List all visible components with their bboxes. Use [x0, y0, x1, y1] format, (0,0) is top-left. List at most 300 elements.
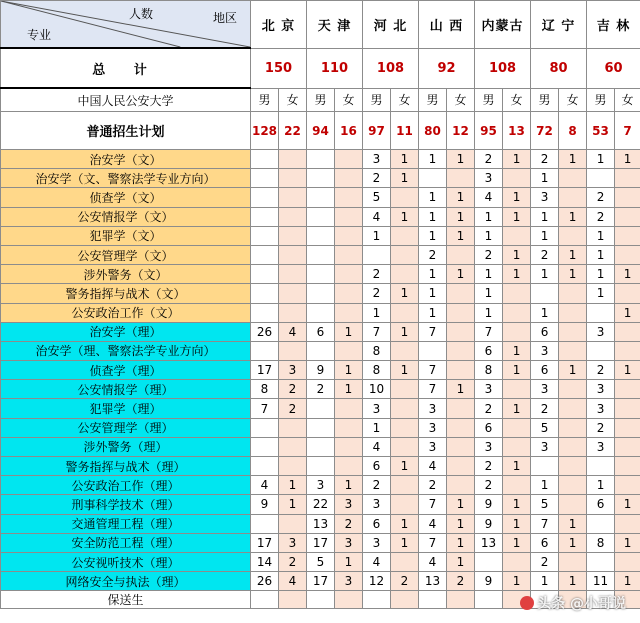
major-row: [1, 169, 640, 188]
quota-cell: 26: [251, 322, 279, 341]
quota-cell: [279, 265, 307, 284]
quota-cell: 1: [615, 265, 640, 284]
quota-cell: [307, 399, 335, 418]
quota-cell: 1: [531, 265, 559, 284]
major-row: [1, 361, 640, 380]
quota-cell: 1: [447, 226, 475, 245]
quota-cell: 9: [475, 572, 503, 591]
quota-cell: 6: [531, 533, 559, 552]
quota-cell: 7: [251, 399, 279, 418]
quota-cell: [279, 457, 307, 476]
quota-cell: [587, 303, 615, 322]
quota-cell: [335, 188, 363, 207]
quota-cell: 3: [363, 495, 391, 514]
quota-cell: [559, 380, 587, 399]
plan-value: 128: [251, 112, 279, 150]
quota-cell: 1: [503, 457, 531, 476]
quota-cell: [559, 437, 587, 456]
major-row: [1, 188, 640, 207]
quota-cell: [559, 322, 587, 341]
quota-cell: [251, 284, 279, 303]
gender-cell: 男: [475, 88, 503, 112]
quota-cell: 2: [587, 207, 615, 226]
quota-cell: 3: [475, 380, 503, 399]
quota-cell: 8: [363, 361, 391, 380]
quota-cell: [251, 245, 279, 264]
quota-cell: 3: [475, 169, 503, 188]
quota-cell: 1: [587, 245, 615, 264]
quota-cell: [335, 457, 363, 476]
plan-value: 11: [391, 112, 419, 150]
quota-cell: 9: [251, 495, 279, 514]
quota-cell: 3: [531, 380, 559, 399]
major-row: [1, 245, 640, 264]
quota-cell: 1: [391, 284, 419, 303]
quota-cell: [587, 341, 615, 360]
quota-cell: [503, 476, 531, 495]
quota-cell: [279, 207, 307, 226]
quota-cell: 2: [363, 265, 391, 284]
quota-cell: [335, 399, 363, 418]
quota-cell: 7: [419, 533, 447, 552]
quota-cell: 3: [419, 399, 447, 418]
quota-cell: [307, 150, 335, 169]
quota-cell: 2: [391, 572, 419, 591]
gender-cell: 男: [419, 88, 447, 112]
quota-cell: 2: [475, 245, 503, 264]
major-name: 治安学（理、警察法学专业方向）: [1, 341, 251, 360]
major-name: 公安情报学（文）: [1, 207, 251, 226]
quota-cell: 4: [419, 514, 447, 533]
quota-cell: 6: [531, 322, 559, 341]
major-row: [1, 284, 640, 303]
plan-value: 13: [503, 112, 531, 150]
quota-cell: [559, 399, 587, 418]
quota-cell: [447, 303, 475, 322]
quota-cell: [335, 303, 363, 322]
major-name: 涉外警务（理）: [1, 437, 251, 456]
quota-cell: 1: [363, 303, 391, 322]
quota-cell: [615, 169, 640, 188]
quota-cell: [307, 245, 335, 264]
major-name: 公安管理学（文）: [1, 245, 251, 264]
quota-cell: [615, 457, 640, 476]
total-value: 150: [251, 48, 307, 88]
quota-cell: 1: [587, 265, 615, 284]
quota-cell: 2: [531, 150, 559, 169]
quota-cell: 2: [279, 380, 307, 399]
quota-cell: [251, 418, 279, 437]
quota-cell: [335, 150, 363, 169]
quota-cell: 1: [447, 380, 475, 399]
quota-cell: [279, 418, 307, 437]
total-value: 92: [419, 48, 475, 88]
quota-cell: [503, 226, 531, 245]
plan-value: 22: [279, 112, 307, 150]
major-name: 犯罪学（理）: [1, 399, 251, 418]
quota-cell: [503, 322, 531, 341]
quota-cell: 2: [363, 284, 391, 303]
quota-cell: [307, 457, 335, 476]
quota-cell: [307, 169, 335, 188]
quota-cell: [335, 265, 363, 284]
quota-cell: [503, 284, 531, 303]
quota-cell: 7: [419, 322, 447, 341]
quota-cell: 1: [363, 418, 391, 437]
quota-cell: 1: [391, 322, 419, 341]
plan-value: 95: [475, 112, 503, 150]
quota-cell: [615, 322, 640, 341]
quota-cell: 5: [531, 495, 559, 514]
quota-cell: [531, 457, 559, 476]
quota-cell: [447, 591, 475, 609]
count-axis-label: 人数: [129, 7, 154, 21]
quota-cell: 1: [503, 533, 531, 552]
quota-cell: [335, 226, 363, 245]
gender-cell: 女: [559, 88, 587, 112]
quota-cell: 1: [419, 226, 447, 245]
quota-cell: 13: [419, 572, 447, 591]
quota-cell: 7: [419, 361, 447, 380]
quota-cell: 1: [615, 572, 640, 591]
quota-cell: 1: [279, 495, 307, 514]
diagonal-header-cell: [1, 1, 251, 49]
quota-cell: 1: [503, 572, 531, 591]
gender-cell: 女: [615, 88, 640, 112]
quota-cell: 6: [587, 495, 615, 514]
gender-cell: 男: [251, 88, 279, 112]
total-value: 60: [587, 48, 640, 88]
quota-cell: [307, 207, 335, 226]
quota-cell: 1: [335, 361, 363, 380]
watermark-text: 头条 @小哥说: [537, 596, 626, 612]
quota-cell: [279, 591, 307, 609]
province-header: 天 津: [307, 1, 363, 49]
quota-cell: 8: [587, 533, 615, 552]
major-name: 涉外警务（文）: [1, 265, 251, 284]
quota-cell: [559, 341, 587, 360]
quota-cell: [391, 437, 419, 456]
quota-cell: [391, 265, 419, 284]
quota-cell: [363, 245, 391, 264]
major-row: [1, 437, 640, 456]
total-label: 总 计: [1, 48, 251, 88]
quota-cell: 6: [363, 514, 391, 533]
quota-cell: [307, 303, 335, 322]
quota-cell: [251, 303, 279, 322]
quota-cell: [503, 418, 531, 437]
quota-cell: 2: [587, 188, 615, 207]
quota-cell: 10: [363, 380, 391, 399]
quota-cell: 1: [615, 150, 640, 169]
quota-cell: [503, 437, 531, 456]
quota-cell: 4: [363, 207, 391, 226]
quota-cell: [279, 226, 307, 245]
quota-cell: [391, 418, 419, 437]
quota-cell: [391, 245, 419, 264]
major-row: [1, 265, 640, 284]
total-row: [1, 48, 640, 88]
quota-cell: 1: [503, 399, 531, 418]
major-name: 公安管理学（理）: [1, 418, 251, 437]
quota-cell: 5: [307, 552, 335, 571]
total-value: 80: [531, 48, 587, 88]
quota-cell: [307, 591, 335, 609]
province-header: 河 北: [363, 1, 419, 49]
quota-cell: 1: [447, 207, 475, 226]
quota-cell: 1: [503, 495, 531, 514]
quota-cell: [615, 514, 640, 533]
quota-cell: 1: [531, 572, 559, 591]
quota-cell: 1: [531, 169, 559, 188]
quota-cell: [251, 457, 279, 476]
quota-cell: 26: [251, 572, 279, 591]
plan-value: 94: [307, 112, 335, 150]
quota-cell: 4: [363, 437, 391, 456]
quota-cell: [279, 169, 307, 188]
quota-cell: [307, 284, 335, 303]
quota-cell: [335, 169, 363, 188]
quota-cell: 1: [503, 188, 531, 207]
plan-value: 12: [447, 112, 475, 150]
quota-cell: [587, 169, 615, 188]
quota-cell: [615, 188, 640, 207]
plan-value: 80: [419, 112, 447, 150]
quota-cell: 4: [279, 322, 307, 341]
quota-cell: 1: [391, 533, 419, 552]
quota-cell: 2: [475, 150, 503, 169]
quota-cell: 2: [419, 476, 447, 495]
gender-cell: 女: [335, 88, 363, 112]
quota-cell: 3: [587, 437, 615, 456]
quota-cell: [559, 418, 587, 437]
major-axis-label: 专业: [27, 28, 52, 42]
quota-cell: [391, 226, 419, 245]
quota-cell: 3: [475, 437, 503, 456]
quota-cell: 1: [559, 245, 587, 264]
major-row: [1, 150, 640, 169]
quota-cell: 1: [475, 226, 503, 245]
plan-value: 72: [531, 112, 559, 150]
total-value: 108: [475, 48, 531, 88]
quota-cell: [559, 552, 587, 571]
quota-cell: 4: [475, 188, 503, 207]
quota-cell: [615, 245, 640, 264]
quota-cell: 3: [531, 188, 559, 207]
quota-cell: 1: [503, 150, 531, 169]
quota-cell: [447, 399, 475, 418]
quota-cell: [447, 418, 475, 437]
quota-cell: 1: [503, 245, 531, 264]
major-name: 侦查学（文）: [1, 188, 251, 207]
quota-cell: 3: [279, 361, 307, 380]
quota-cell: 17: [307, 572, 335, 591]
quota-cell: 1: [391, 361, 419, 380]
major-row: [1, 303, 640, 322]
quota-cell: 2: [531, 399, 559, 418]
major-row: [1, 476, 640, 495]
quota-cell: 1: [587, 284, 615, 303]
quota-cell: [279, 188, 307, 207]
quota-cell: 2: [279, 552, 307, 571]
quota-cell: 6: [363, 457, 391, 476]
quota-cell: 2: [475, 457, 503, 476]
quota-cell: 3: [587, 380, 615, 399]
quota-cell: 6: [307, 322, 335, 341]
quota-cell: 3: [335, 495, 363, 514]
major-name: 安全防范工程（理）: [1, 533, 251, 552]
quota-cell: 1: [531, 476, 559, 495]
quota-cell: 2: [587, 418, 615, 437]
quota-cell: [335, 418, 363, 437]
quota-cell: 6: [475, 341, 503, 360]
quota-cell: 1: [447, 533, 475, 552]
quota-cell: [559, 303, 587, 322]
quota-cell: 1: [559, 207, 587, 226]
quota-cell: 13: [475, 533, 503, 552]
quota-cell: 7: [363, 322, 391, 341]
quota-cell: 7: [531, 514, 559, 533]
quota-cell: 1: [391, 514, 419, 533]
quota-cell: [279, 514, 307, 533]
quota-cell: [447, 476, 475, 495]
quota-cell: 1: [419, 188, 447, 207]
quota-cell: 3: [279, 533, 307, 552]
quota-cell: [503, 169, 531, 188]
quota-cell: 2: [279, 399, 307, 418]
plan-row: [1, 112, 640, 150]
gender-cell: 女: [447, 88, 475, 112]
quota-cell: 2: [307, 380, 335, 399]
province-header: 辽 宁: [531, 1, 587, 49]
major-name: 警务指挥与战术（文）: [1, 284, 251, 303]
plan-value: 97: [363, 112, 391, 150]
quota-cell: [503, 303, 531, 322]
gender-row: [1, 88, 640, 112]
quota-cell: [447, 361, 475, 380]
quota-cell: [559, 188, 587, 207]
quota-cell: 1: [419, 207, 447, 226]
quota-cell: 1: [475, 303, 503, 322]
quota-cell: 1: [391, 169, 419, 188]
quota-cell: 1: [559, 361, 587, 380]
quota-cell: [307, 188, 335, 207]
university-name: 中国人民公安大学: [1, 88, 251, 112]
quota-cell: [559, 495, 587, 514]
quota-cell: 1: [447, 265, 475, 284]
quota-cell: [615, 552, 640, 571]
quota-cell: [279, 284, 307, 303]
quota-cell: [447, 284, 475, 303]
quota-cell: 1: [587, 150, 615, 169]
major-row: [1, 457, 640, 476]
quota-cell: [391, 552, 419, 571]
total-value: 108: [363, 48, 419, 88]
quota-cell: [503, 552, 531, 571]
major-row: [1, 322, 640, 341]
quota-cell: 3: [335, 533, 363, 552]
quota-cell: [391, 399, 419, 418]
quota-cell: [307, 226, 335, 245]
quota-cell: 4: [279, 572, 307, 591]
major-name: 治安学（文）: [1, 150, 251, 169]
quota-cell: 17: [307, 533, 335, 552]
quota-cell: 2: [587, 361, 615, 380]
province-header: 山 西: [419, 1, 475, 49]
major-row: [1, 341, 640, 360]
major-name: 公安视听技术（理）: [1, 552, 251, 571]
quota-cell: [419, 169, 447, 188]
major-name: 治安学（文、警察法学专业方向）: [1, 169, 251, 188]
gender-cell: 男: [307, 88, 335, 112]
quota-cell: 1: [531, 226, 559, 245]
quota-cell: 1: [559, 265, 587, 284]
quota-cell: [475, 552, 503, 571]
major-row: [1, 572, 640, 591]
quota-cell: 1: [531, 303, 559, 322]
quota-cell: 1: [391, 457, 419, 476]
quota-cell: 22: [307, 495, 335, 514]
quota-cell: 4: [419, 457, 447, 476]
quota-cell: 7: [419, 495, 447, 514]
quota-cell: [587, 457, 615, 476]
major-name: 警务指挥与战术（理）: [1, 457, 251, 476]
quota-cell: [615, 207, 640, 226]
quota-cell: [391, 591, 419, 609]
quota-cell: 8: [363, 341, 391, 360]
quota-cell: [279, 437, 307, 456]
quota-cell: 1: [503, 514, 531, 533]
quota-cell: 6: [531, 361, 559, 380]
quota-cell: 9: [307, 361, 335, 380]
quota-cell: 3: [531, 437, 559, 456]
province-header: 内蒙古: [475, 1, 531, 49]
quota-cell: [615, 226, 640, 245]
quota-cell: 2: [475, 399, 503, 418]
baosong-label: 保送生: [1, 591, 251, 609]
quota-cell: [279, 341, 307, 360]
quota-cell: [559, 476, 587, 495]
plan-value: 8: [559, 112, 587, 150]
quota-cell: [531, 284, 559, 303]
quota-cell: [335, 284, 363, 303]
quota-cell: 1: [503, 207, 531, 226]
quota-cell: [391, 303, 419, 322]
quota-cell: 3: [531, 341, 559, 360]
quota-cell: 14: [251, 552, 279, 571]
quota-cell: [279, 245, 307, 264]
quota-cell: [251, 169, 279, 188]
quota-cell: 1: [447, 552, 475, 571]
quota-cell: [279, 303, 307, 322]
quota-cell: [307, 265, 335, 284]
quota-cell: 2: [363, 476, 391, 495]
quota-cell: [615, 437, 640, 456]
major-row: [1, 514, 640, 533]
major-name: 网络安全与执法（理）: [1, 572, 251, 591]
quota-cell: 1: [559, 150, 587, 169]
quota-cell: [251, 226, 279, 245]
quota-cell: 4: [363, 552, 391, 571]
gender-cell: 男: [531, 88, 559, 112]
major-name: 治安学（理）: [1, 322, 251, 341]
quota-cell: 2: [531, 552, 559, 571]
quota-cell: [251, 265, 279, 284]
quota-cell: [363, 591, 391, 609]
quota-cell: 2: [335, 514, 363, 533]
quota-cell: 7: [475, 322, 503, 341]
quota-cell: 4: [419, 552, 447, 571]
